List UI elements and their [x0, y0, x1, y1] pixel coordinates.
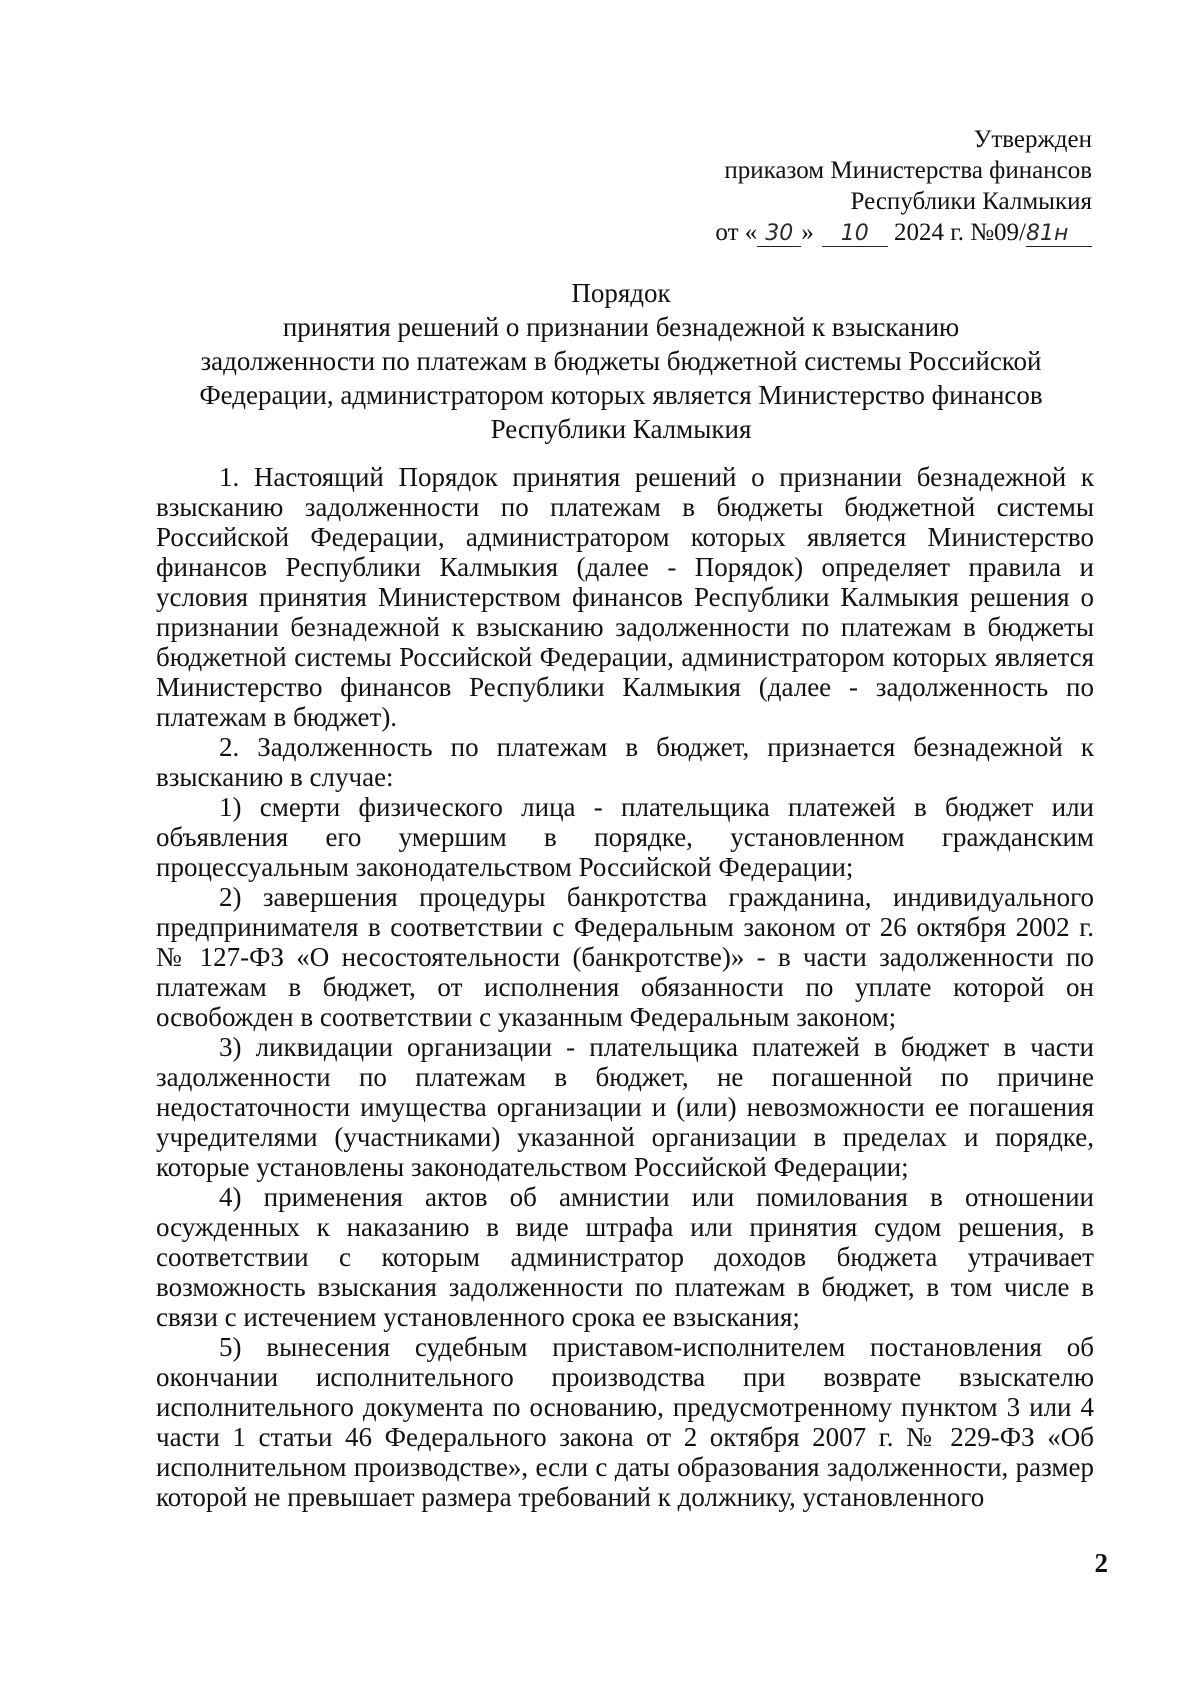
paragraph-2-item-5: 5) вынесения судебным приставом-исполнителем постановления об окончании исполнительного производства при возврате взыскателю исполнительного документа по основанию, предусмотренному пунктом 3 или 4 части 1 статьи 46 Федерального закона от 2 октября 2007 г. № 229-ФЗ «Об исполнительном производстве», если с даты образования задолженности, размер которой не превышает размера требований к должнику, установленного [156, 1332, 1094, 1512]
title-line-1: Порядок [571, 278, 671, 308]
title-line-4: Федерации, администратором которых является Министерство финансов [199, 380, 1043, 410]
approval-stamp [715, 124, 1092, 248]
handwritten-order-number: 81н [1026, 222, 1092, 247]
approval-republic-label: Республики Калмыкия [850, 188, 1092, 215]
document-title [150, 276, 1092, 446]
handwritten-month: 10 [822, 222, 888, 247]
date-mid: » [801, 219, 814, 246]
title-line-3: задолженности по платежам в бюджеты бюджетной системы Российской [200, 346, 1042, 376]
approval-approved-label: Утвержден [973, 126, 1092, 153]
paragraph-2: 2. Задолженность по платежам в бюджет, признается безнадежной к взысканию в случае: [156, 732, 1094, 792]
title-line-2: принятия решений о признании безнадежной к взысканию [282, 312, 960, 342]
handwritten-day: 30 [757, 222, 801, 247]
paragraph-2-item-3: 3) ликвидации организации - плательщика платежей в бюджет в части задолженности по платежам в бюджет, не погашенной по причине недостаточности имущества организации и (или) невозможности ее погашения учредителями (участниками) указанной организации в пределах и порядке, которые установлены законодательством Российской Федерации; [156, 1032, 1094, 1182]
date-year: 2024 г. №09/ [894, 219, 1026, 246]
paragraph-1: 1. Настоящий Порядок принятия решений о признании безнадежной к взысканию задолженности по платежам в бюджеты бюджетной системы Российской Федерации, администратором которых является Министерство финансов Республики Калмыкия (далее - Порядок) определяет правила и условия принятия Министерством финансов Республики Калмыкия решения о признании безнадежной к взысканию задолженности по платежам в бюджеты бюджетной системы Российской Федерации, администратором которых является Министерство финансов Республики Калмыкия (далее - задолженность по платежам в бюджет). [156, 462, 1094, 732]
approval-date-line [715, 217, 1092, 248]
title-line-5: Республики Калмыкия [490, 414, 752, 444]
page-number: 2 [1094, 1548, 1108, 1578]
paragraph-2-item-2: 2) завершения процедуры банкротства гражданина, индивидуального предпринимателя в соответствии с Федеральным законом от 26 октября 2002 г. № 127-ФЗ «О несостоятельности (банкротстве)» - в части задолженности по платежам в бюджет, от исполнения обязанности по уплате которой он освобожден в соответствии с указанным Федеральным законом; [156, 882, 1094, 1032]
approval-order-label: приказом Министерства финансов [724, 157, 1092, 184]
paragraph-2-item-1: 1) смерти физического лица - плательщика платежей в бюджет или объявления его умершим в порядке, установленном гражданским процессуальным законодательством Российской Федерации; [156, 792, 1094, 882]
paragraph-2-item-4: 4) применения актов об амнистии или помилования в отношении осужденных к наказанию в виде штрафа или принятия судом решения, в соответствии с которым администратор доходов бюджета утрачивает возможность взыскания задолженности по платежам в бюджет, в том числе в связи с истечением установленного срока ее взыскания; [156, 1182, 1094, 1332]
document-body [156, 462, 1094, 1512]
date-prefix: от « [715, 219, 758, 246]
